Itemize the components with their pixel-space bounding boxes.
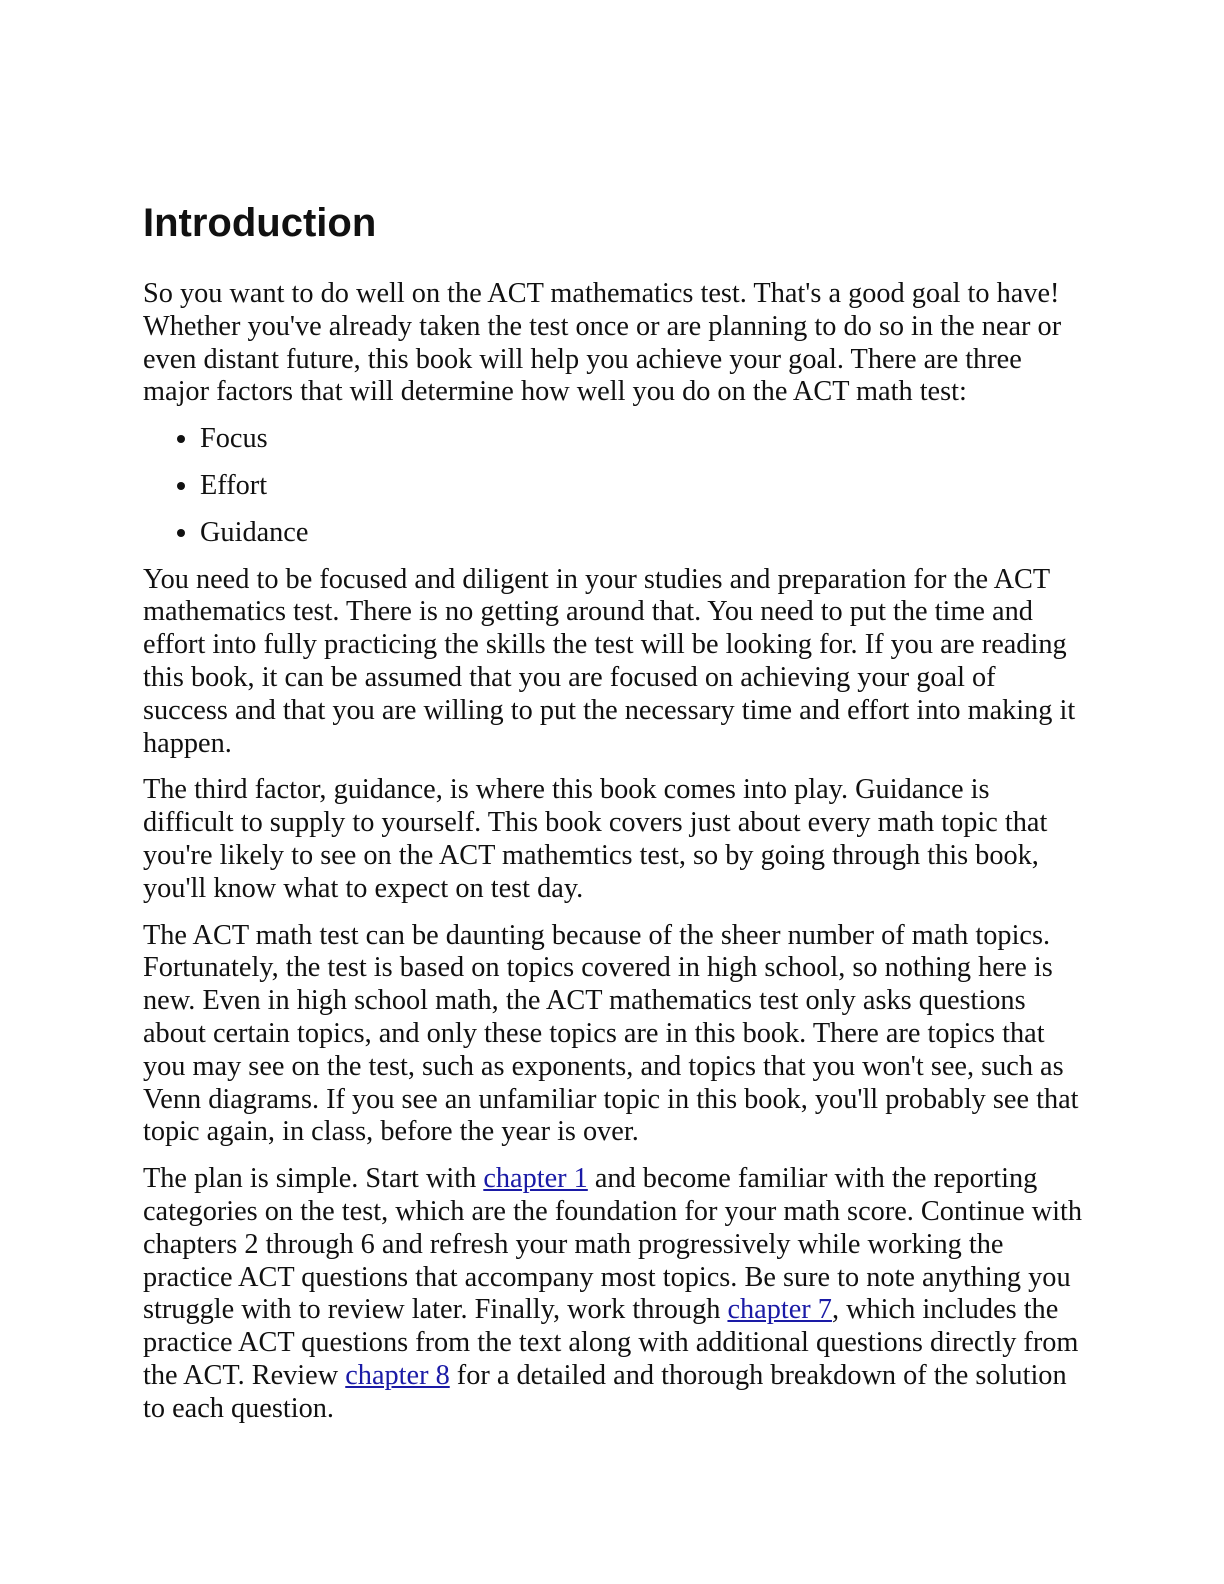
chapter-8-link[interactable]: chapter 8 <box>345 1359 450 1391</box>
factors-list <box>143 423 1083 549</box>
plan-text: , which includes the practice ACT questions from the text along with additional questions directly from the ACT. Review <box>143 1294 1079 1391</box>
list-item: • Focus <box>200 423 1083 456</box>
document-page <box>143 196 1083 1440</box>
plan-text: for a detailed and thorough breakdown of the solution to each question. <box>143 1359 1067 1424</box>
plan-paragraph <box>143 1163 1083 1425</box>
focus-effort-paragraph: You need to be focused and diligent in your studies and preparation for the ACT mathematics test. There is no getting around that. You need to put the time and effort into fully practicing the skills the test will be looking for. If you are reading this book, it can be assumed that you are focused on achieving your goal of success and that you are willing to put the necessary time and effort into making it happen. <box>143 563 1076 759</box>
chapter-1-link[interactable]: chapter 1 <box>483 1163 588 1195</box>
plan-text: and become familiar with the reporting categories on the test, which are the foundation for your math score. Continue with chapters 2 through 6 and refresh your math progressively while working the practice ACT questions that accompany most topics. Be sure to note anything you struggle with to review later. Finally, work through <box>143 1163 1083 1326</box>
chapter-7-link[interactable]: chapter 7 <box>727 1294 832 1326</box>
guidance-paragraph: The third factor, guidance, is where this book comes into play. Guidance is difficult to supply to yourself. This book covers just about every math topic that you're likely to see on the ACT mathemtics test, so by going through this book, you'll know what to expect on test day. <box>143 774 1048 904</box>
plan-text: The plan is simple. Start with <box>143 1163 484 1195</box>
intro-paragraph: So you want to do well on the ACT mathematics test. That's a good goal to have! Whether you've already taken the test once or are planning to do so in the near or even distant future, this book will help you achieve your goal. There are three major factors that will determine how well you do on the ACT math test: <box>143 278 1062 408</box>
list-item: • Effort <box>200 470 1083 503</box>
topics-paragraph: The ACT math test can be daunting because of the sheer number of math topics. Fortunately, the test is based on topics covered in high school, so nothing here is new. Even in high school math, the ACT mathematics test only asks questions about certain topics, and only these topics are in this book. There are topics that you may see on the test, such as exponents, and topics that you won't see, such as Venn diagrams. If you see an unfamiliar topic in this book, you'll probably see that topic again, in class, before the year is over. <box>143 919 1079 1148</box>
list-item: • Guidance <box>200 517 1083 550</box>
page-title: Introduction <box>143 201 377 245</box>
